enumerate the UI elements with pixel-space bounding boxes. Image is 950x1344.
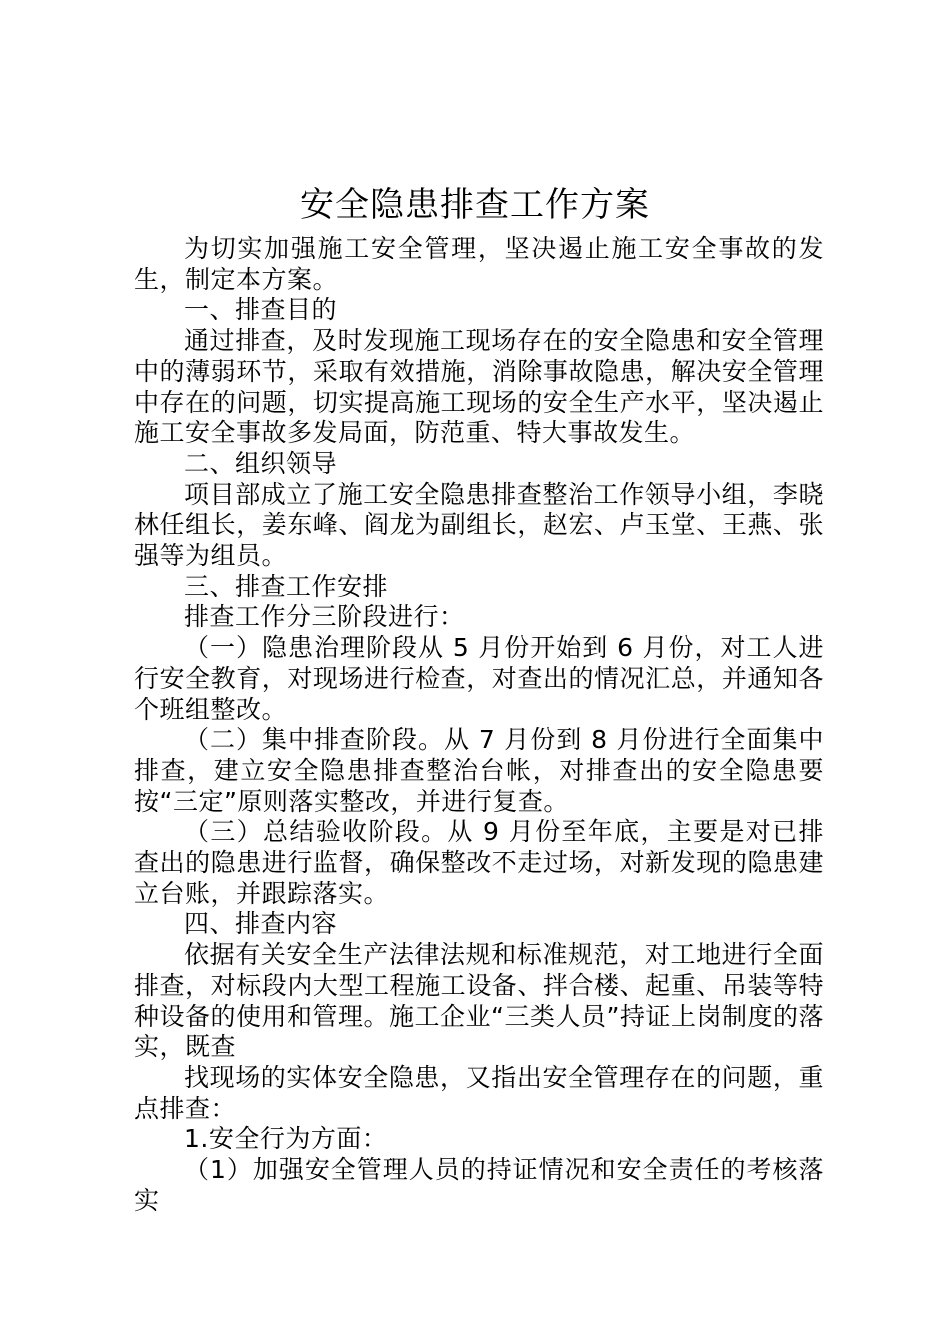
paragraph: （三）总结验收阶段。从 9 月份至年底，主要是对已排查出的隐患进行监督，确保整改不走过场，对新发现的隐患建立台账，并跟踪落实。 (134, 817, 824, 908)
section-heading: 一、排查目的 (184, 295, 338, 325)
section-heading: 四、排查内容 (184, 909, 338, 939)
section-heading: 二、组织领导 (184, 448, 338, 478)
paragraph: （二）集中排查阶段。从 7 月份到 8 月份进行全面集中排查，建立安全隐患排查整治台帐，对排查出的安全隐患要按“三定”原则落实整改，并进行复查。 (134, 725, 824, 816)
document-title: 安全隐患排查工作方案 (300, 185, 650, 225)
paragraph: 1.安全行为方面： (184, 1124, 388, 1154)
paragraph: 通过排查，及时发现施工现场存在的安全隐患和安全管理中的薄弱环节，采取有效措施，消除事故隐患，解决安全管理中存在的问题，切实提高施工现场的安全生产水平，坚决遏止施工安全事故多发局面，防范重、特大事故发生。 (134, 326, 824, 448)
paragraph: （一）隐患治理阶段从 5 月份开始到 6 月份，对工人进行安全教育，对现场进行检查，对查出的情况汇总，并通知各个班组整改。 (134, 633, 824, 724)
paragraph: 找现场的实体安全隐患，又指出安全管理存在的问题，重点排查： (134, 1062, 824, 1123)
paragraph: 项目部成立了施工安全隐患排查整治工作领导小组，李晓林任组长，姜东峰、阎龙为副组长，赵宏、卢玉堂、王燕、张强等为组员。 (134, 479, 824, 571)
paragraph: （1）加强安全管理人员的持证情况和安全责任的考核落实 (134, 1155, 824, 1215)
section-heading: 三、排查工作安排 (184, 571, 389, 601)
document-body (134, 234, 824, 1217)
paragraph: 排查工作分三阶段进行： (184, 602, 465, 632)
paragraph: 依据有关安全生产法律法规和标准规范，对工地进行全面排查，对标段内大型工程施工设备、拌合楼、起重、吊装等特种设备的使用和管理。施工企业“三类人员”持证上岗制度的落实，既查 (134, 940, 824, 1062)
intro-paragraph: 为切实加强施工安全管理，坚决遏止施工安全事故的发生，制定本方案。 (134, 234, 824, 294)
